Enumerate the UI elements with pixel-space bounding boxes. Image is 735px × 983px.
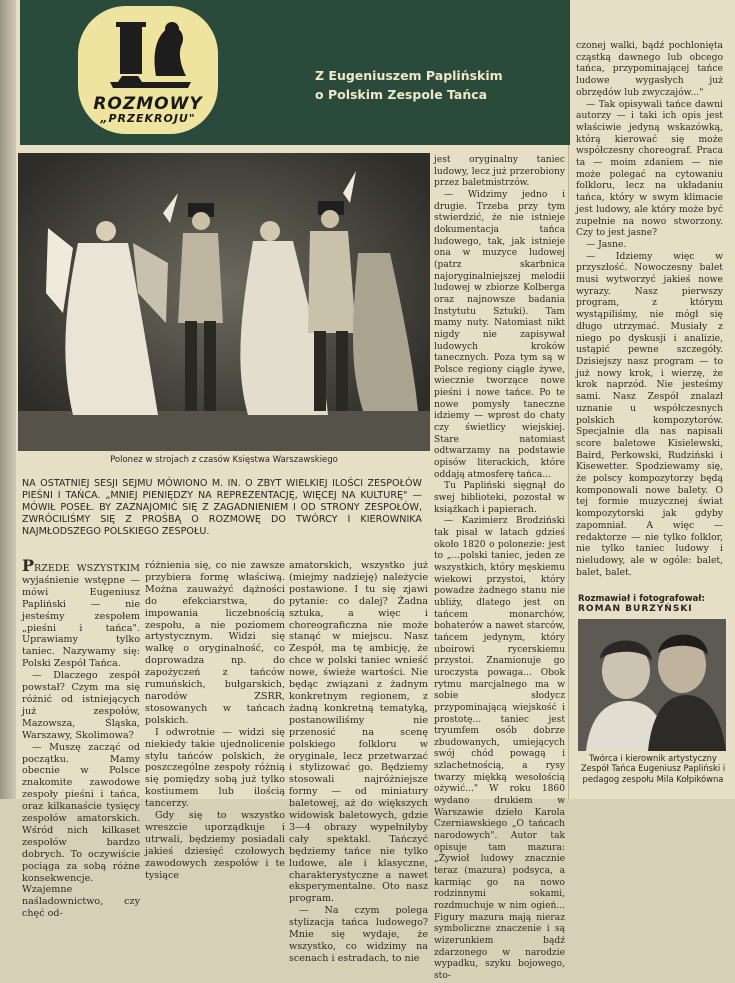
text-column-4 [434,155,565,983]
paragraph: — Kazimierz Brodziński tak pisał w latach gdzieś około 1820 o polonezie: jest to „...polski taniec, jeden ze wszystkich, który męskiemu wiekowi przystoi, który powadze żadnego stanu nie ubliży, dlatego jest on tańcem monarchów, bohaterów a nawet starców, tańcem jedynym, który uboirowi rycerskiemu przystoi. Znamionuje go uroczysta powaga... Obok rytmu marcjalnego ma w sobie słodycz przypominającą wiejskość i prostotę... taniec jest tryumfem osób dobrze zbudowanych, umiejących swój chód powagą i szlachetnością, a rysy twarzy miękką wesołością ożywić..." W roku 1860 wydano drukiem w Warszawie dzieło Karola Czerniawskiego „O tańcach narodowych". Autor tak opisuje tam mazura: „Żywioł ludowy znacznie teraz (mazura) podsyca, a karmiąc go na nowo rodzinnymi sokami, rozdmuchuje w nim ogień... Figury mazura mają nieraz symboliczne znaczenie i są wizerunkiem bądź zdarzonego w narodzie wypadku, szyku bojowego, sto- [434,516,565,981]
paragraph: I odwrotnie — widzi się niekiedy takie ujednolicenie stylu tańców polskich, że poszczególne zespoły różnią się pomiędzy sobą już tylko kostiumem lub ilością tancerzy. [145,726,285,810]
text-column-2 [145,560,285,881]
dance-photo [18,153,430,451]
paragraph: — Muszę zacząć od początku. Mamy obecnie w Polsce znakomite zawodowe zespoły pieśni i tańca, oraz kilkanaście tysięcy zespołów amatorskich. Wśród nich kilkaset zespołów bardzo dobrych. To oczywiście pociąga za sobą różne konsekwencje. Wzajemne naśladownictwo, czy chęć od- [22,741,140,920]
page-spine [0,0,16,799]
headline-line-2: o Polskim Zespole Tańca [315,87,488,102]
paragraph: — Dlaczego zespół powstał? Czym ma się różnić od istniejących już zespołów, Mazowsza, Śląska, Warszawy, Skolimowa? [22,670,140,741]
article-headline [315,66,585,104]
paragraph: Gdy się to wszystko wreszcie uporządkuje i utrwali, będziemy posiadali jakieś dziesięć czołowych zawodowych zespołów i te tysiące [145,810,285,881]
header-band [20,0,570,145]
rozmowy-logo [78,6,218,134]
paragraph: amatorskich, wszystko już (miejmy nadzieję) należycie postawione. I tu się zjawi pytanie: co dalej? Żadna sztuka, a więc i choreograficzna nie może stanąć w miejscu. Nasz Zespół, ma tę ambicję, że chce w polski taniec wnieść nowe, świeże wartości. Nie będąc związani z żadnym konkretnym regionem, z żadną konkretną tematyką, postanowiliśmy nie przenosić na scenę polskiego folkloru w oryginale, lecz przetwarzać i stylizować go. Będziemy stosowali najróżniejsze formy — od miniatury baletowej, aż do większych widowisk baletowych, gdzie 3—4 obrazy wypełniłyby cały spektakl. Tańczyć będziemy tańce nie tylko ludowe, ale i klasyczne, charakterystyczne a nawet eksperymentalne. Oto nasz program. [289,560,428,905]
logo-subtitle: „PRZEKROJU" [100,112,196,125]
text-column-3 [289,560,428,965]
paragraph: PRZEDE WSZYSTKIM wyjaśnienie wstępne — mówi Eugeniusz Papliński — nie jesteśmy zespołem „pieśni i tańca". Uprawiamy tylko taniec. Nazywamy się: Polski Zespół Tańca. [22,556,140,670]
portrait-photo [578,619,726,751]
photo-caption: Polonez w strojach z czasów Księstwa Warszawskiego [110,455,338,465]
text-column-1 [22,556,140,920]
paragraph: — Jasne. [586,238,627,250]
paragraph: — Na czym polega stylizacja tańca ludowego? Mnie się wydaje, że wszystko, co widzimy na scenach i estradach, to nie [289,905,428,964]
paragraph: czonej walki, bądź pochlonięta cząstką dawnego lub obcego tańca, przypominającej tańce ludowe wygasłych już obrzędów lub zwyczajów..." [576,40,723,98]
logo-title: ROZMOWY [93,94,203,114]
portrait-caption: Twórca i kierownik artystyczny Zespół Tańca Eugeniusz Papliński i pedagog zespołu Mila Kołpikówna [580,753,726,784]
article-intro: NA OSTATNIEJ SESJI SEJMU MÓWIONO M. IN. O ZBYT WIELKIEJ ILOŚCI ZESPOŁÓW PIEŚNI I TAŃCA. „MNIEJ PIENIĘDZY NA REPREZENTACJĘ, WIĘCEJ NA KULTURĘ" — MÓWIŁ POSEŁ. BY ZAZNAJOMIĆ SIĘ Z ZAGADNIENIEM I OD STRONY ZESPOŁÓW, ZWRÓCILIŚMY SIĘ Z PROŚBĄ O ROZMOWĘ DO TWÓRCY I KIEROWNIKA NAJMŁODSZEGO POLSKIEGO ZESPOŁU. [22,478,422,537]
two-figures-icon [108,14,193,94]
paragraph: — Widzimy jedno i drugie. Trzeba przy tym stwierdzić, że nie istnieje dokumentacja tańca ludowego, tak, jak istnieje ona w muzyce ludowej (patrz skarbnica najoryginalniejszej melodii ludowej w zbiorze Kolberga oraz najnowsze badania Instytutu Sztuki). Tam mamy nuty. Natomiast nikt nigdy nie zapisywał ludowych kroków tanecznych. Poza tym są w Polsce regiony ciągle żywe, wiecznie tworzące nowe pieśni i nowe tańce. Po te nowe pomysły taneczne idziemy — wprost do chaty czy świetlicy wiejskiej. Stare natomiast odtwarzamy na podstawie opisów literackich, które oddają atmosferę tańca... [434,189,565,480]
paragraph: — Idziemy więc w przyszłość. Nowoczesny balet musi wytworzyć jakieś nowe wyrazy. Nasz pierwszy program, z którym wystąpiliśmy, nie mógł się długo utrzymać. Musiały z niego po dyskusji i analizie, ustąpić pewne szczegóły. Dzisiejszy nasz program — to już nowy krok, i wierzę, że krok naprzód. Nie jesteśmy sami. Nasz Zespół znalazł uznanie u współczesnych polskich kompozytorów. Specjalnie dla nas napisali score baletowe Kisielewski, Baird, Perkowski, Rudziński i Kisewetter. Spodziewamy się, że polscy kompozytorzy będą komponowali nowe balety. O tej formie muzycznej świat kompozytorski jak gdyby zapomniał. A więc — redaktorze — nie tylko folklor, nie tylko taniec ludowy i nieludowy, ale w ogóle: balet, balet, balet. [576,250,723,578]
text-column-5 [576,40,723,578]
headline-line-1: Z Eugeniuszem Paplińskim [315,68,503,83]
credit-label: Rozmawiał i fotografował: [578,594,705,604]
paragraph: różnienia się, co nie zawsze przybiera formę właściwą. Można zauważyć dążności do efekciarstwa, do impowania liczebnością zespołu, a nie poziomem artystycznym. Widzi się walkę o oryginalność, co doprowadza np. do zapożyczeń z tańców rumuńskich, bułgarskich, narodów ZSRR, stosowanych w tańcach polskich. [145,560,285,726]
paragraph: Tu Papliński sięgnął do swej biblioteki, pozostał w książkach i papierach. [434,481,565,515]
paragraph: jest oryginalny taniec ludowy, lecz już przerobiony przez baletmistrzów. [434,155,565,189]
drop-cap: P [22,556,35,575]
paragraph: — Tak opisywali tańce dawni autorzy — i taki ich opis jest właściwie jedyną wskazówką, którą kierować się może współczesny choreograf. Praca ta — moim zdaniem — nie może polegać na cytowaniu folkloru, lecz na układaniu tańca, który w swym klimacie jest ludowy, ale który może być zupełnie na nowo stworzony. Czy to jest jasne? [576,98,723,239]
credit-name: ROMAN BURZYŃSKI [578,604,693,614]
